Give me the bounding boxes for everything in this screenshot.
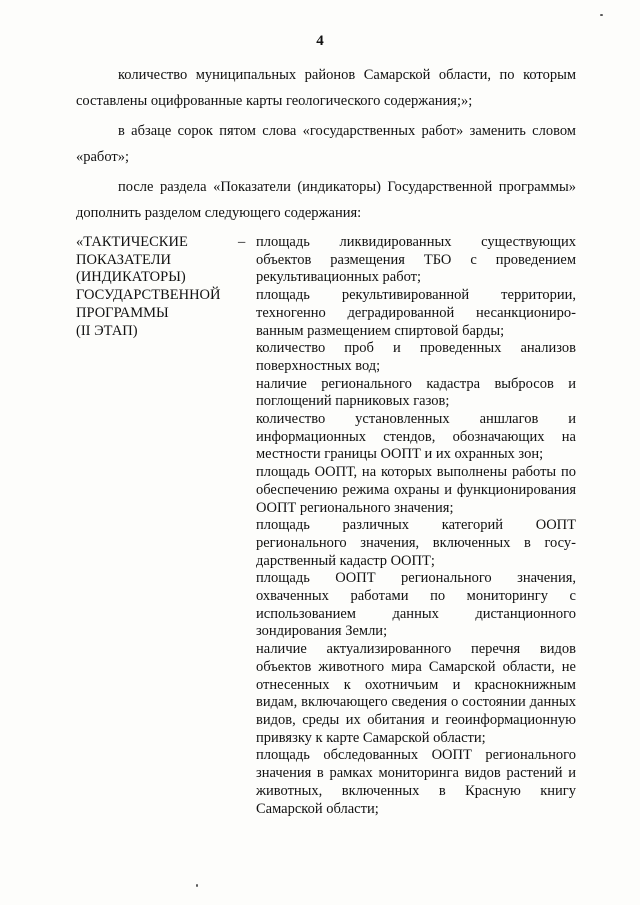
list-item: площадь обследованных ООПТ регионального значения в рамках мониторинга видов растений и животных, включенных в Красную книгу Самарской области; — [256, 747, 576, 817]
list-item: площадь различных категорий ООПТ регионального значения, включенных в государственный кадастр ООПТ; — [256, 517, 576, 569]
list-item: количество установленных аншлагов и информационных стендов, обозначающих на местности границы ООПТ и их охранных зон; — [256, 411, 576, 463]
list-item: наличие актуализированного перечня видов объектов животного мира Самарской области, не отнесенных к охотничьим и краснокнижным видам, включающего сведения о состоянии данных видов, среды их обитания и геоинформационную привязку к карте Самарской области; — [256, 641, 576, 746]
list-item: количество проб и проведенных анализов поверхностных вод; — [256, 340, 576, 374]
section-heading-line: «ТАКТИЧЕСКИЕ — [76, 234, 188, 250]
page-number: 4 — [316, 33, 324, 49]
list-item: площадь ликвидированных существующих объектов размещения ТБО с проведением рекультивационных работ; — [256, 234, 576, 286]
list-item: площадь ООПТ, на которых выполнены работы по обеспечению режима охраны и функционирования ООПТ регионального значения; — [256, 464, 576, 516]
list-item: площадь рекультивированной территории, техногенно деградированной несанкционированным размещением спиртовой барды; — [256, 287, 576, 339]
section-dash: – — [238, 234, 246, 250]
list-item: наличие регионального кадастра выбросов и поглощений парниковых газов; — [256, 375, 576, 410]
paragraph-amendment-works: в абзаце сорок пятом слова «государственных работ» заменить словом «работ»; — [76, 123, 576, 165]
section-heading-line: ГОСУДАРСТВЕННОЙ — [76, 287, 221, 304]
indicator-list — [256, 234, 576, 818]
scan-speck — [196, 884, 198, 887]
paragraph-municipal-districts: количество муниципальных районов Самарской области, по которым составлены оцифрованные карты геологического содержания;»; — [76, 67, 576, 109]
scan-speck — [600, 14, 603, 16]
section-heading-line: (ИНДИКАТОРЫ) — [76, 269, 186, 286]
list-item: площадь ООПТ регионального значения, охваченных работами по мониторингу с использованием данных дистанционного зондирования Земли; — [256, 570, 576, 640]
section-heading — [76, 234, 236, 340]
section-heading-line: ПОКАЗАТЕЛИ — [76, 251, 172, 268]
section-heading-line: ПРОГРАММЫ — [76, 304, 169, 321]
section-heading-line: (II ЭТАП) — [76, 322, 138, 339]
paragraph-add-section: после раздела «Показатели (индикаторы) Государственной программы» дополнить разделом следующего содержания: — [76, 179, 576, 221]
